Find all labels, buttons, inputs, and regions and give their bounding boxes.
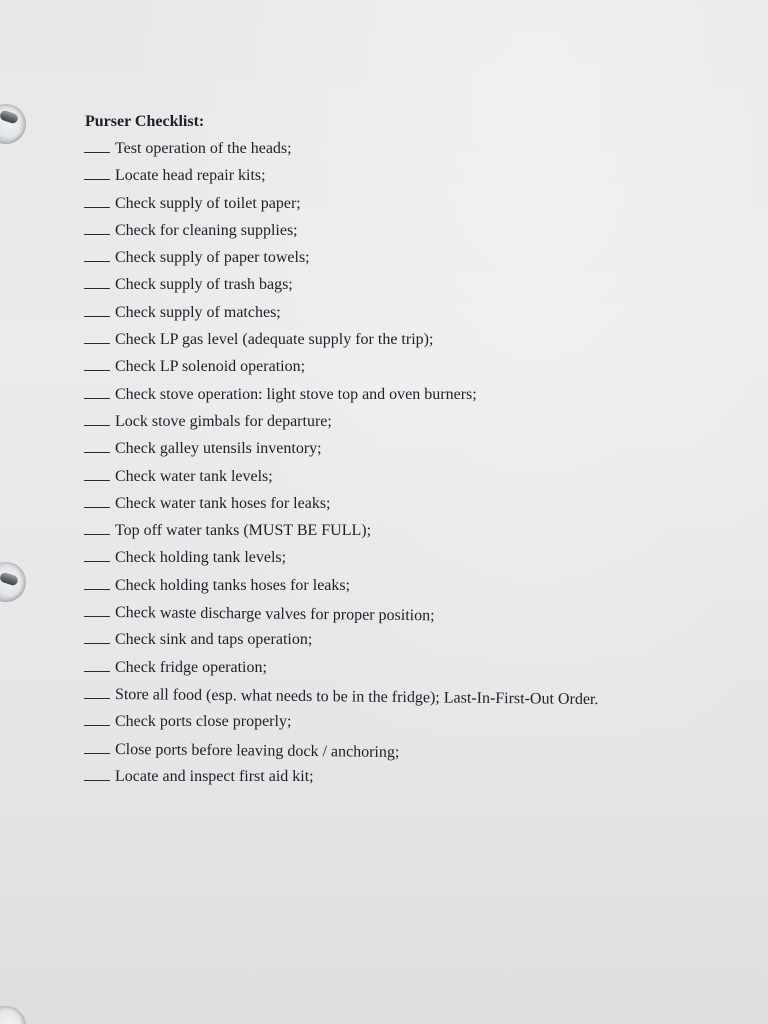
checkbox-blank[interactable] <box>84 304 110 317</box>
checklist-item <box>84 249 724 276</box>
checklist-item-label: Check holding tank levels; <box>115 549 287 567</box>
checklist-item-label: Locate and inspect first aid kit; <box>115 767 314 785</box>
checklist-item-label: Check waste discharge valves for proper position; <box>114 604 435 625</box>
checklist-item <box>84 358 724 385</box>
checklist-item <box>84 167 724 194</box>
checklist-item <box>84 304 724 331</box>
checklist-item-label: Check galley utensils inventory; <box>115 440 322 458</box>
checkbox-blank[interactable] <box>84 222 110 235</box>
checklist-item-label: Check fridge operation; <box>115 658 267 676</box>
checklist-item <box>84 741 724 768</box>
checkbox-blank[interactable] <box>84 468 110 481</box>
checklist-item-label: Store all food (esp. what needs to be in the fridge); Last-In-First-Out Order. <box>114 685 599 708</box>
checklist-item <box>84 140 724 167</box>
checklist-item-label: Locate head repair kits; <box>115 167 266 185</box>
checklist-item <box>84 331 724 358</box>
checklist-item-label: Check sink and taps operation; <box>115 631 313 649</box>
checkbox-blank[interactable] <box>84 358 110 371</box>
checkbox-blank[interactable] <box>84 140 110 153</box>
checklist-title: Purser Checklist: <box>85 113 205 130</box>
checklist-item <box>84 577 724 604</box>
checklist-item <box>84 604 724 631</box>
checklist-item <box>84 195 724 222</box>
checklist-item-label: Check supply of matches; <box>115 303 281 321</box>
checkbox-blank[interactable] <box>84 331 110 344</box>
checkbox-blank[interactable] <box>84 631 110 644</box>
checklist-item <box>84 522 724 549</box>
checklist-items <box>84 140 724 795</box>
checklist-item <box>84 222 724 249</box>
checklist-item <box>84 768 724 795</box>
checkbox-blank[interactable] <box>84 195 110 208</box>
checkbox-blank[interactable] <box>84 768 110 781</box>
checkbox-blank[interactable] <box>84 659 110 672</box>
checkbox-blank[interactable] <box>84 167 110 180</box>
checklist-item <box>84 495 724 522</box>
checklist-item-label: Check LP solenoid operation; <box>115 358 306 376</box>
checklist-item-label: Test operation of the heads; <box>115 140 292 157</box>
checkbox-blank[interactable] <box>84 522 110 535</box>
checklist-item-label: Lock stove gimbals for departure; <box>115 412 332 430</box>
checklist-item <box>84 549 724 576</box>
checkbox-blank[interactable] <box>84 577 110 590</box>
checkbox-blank[interactable] <box>84 276 110 289</box>
checklist-item-label: Check for cleaning supplies; <box>115 221 298 239</box>
checklist-item-label: Check supply of trash bags; <box>115 276 293 294</box>
checklist-item-label: Close ports before leaving dock / anchoring; <box>114 740 400 761</box>
checklist-item-label: Check holding tanks hoses for leaks; <box>115 576 351 594</box>
checkbox-blank[interactable] <box>84 549 110 562</box>
checklist-item-label: Top off water tanks (MUST BE FULL); <box>115 522 372 540</box>
checklist-item <box>84 440 724 467</box>
checklist-item-label: Check water tank levels; <box>115 467 273 485</box>
checkbox-blank[interactable] <box>84 604 110 617</box>
checklist-item <box>84 386 724 413</box>
checklist-item <box>84 631 724 658</box>
checklist-item <box>84 413 724 440</box>
binder-hole-bottom <box>0 1006 26 1024</box>
checklist-item-label: Check supply of paper towels; <box>115 249 310 267</box>
checklist-item <box>84 468 724 495</box>
checkbox-blank[interactable] <box>84 741 110 754</box>
checklist <box>84 112 724 795</box>
checkbox-blank[interactable] <box>84 686 110 699</box>
checkbox-blank[interactable] <box>84 249 110 262</box>
checklist-item-label: Check water tank hoses for leaks; <box>115 494 331 512</box>
checklist-item-label: Check LP gas level (adequate supply for the trip); <box>115 331 434 349</box>
checkbox-blank[interactable] <box>84 713 110 726</box>
checklist-item <box>84 713 724 740</box>
checkbox-blank[interactable] <box>84 495 110 508</box>
checklist-item <box>84 659 724 686</box>
checklist-item-label: Check ports close properly; <box>115 713 292 731</box>
checklist-item <box>84 686 724 713</box>
checkbox-blank[interactable] <box>84 440 110 453</box>
checklist-item <box>84 276 724 303</box>
checkbox-blank[interactable] <box>84 386 110 399</box>
checkbox-blank[interactable] <box>84 413 110 426</box>
checklist-item-label: Check supply of toilet paper; <box>115 194 301 212</box>
checklist-item-label: Check stove operation: light stove top and oven burners; <box>115 385 477 403</box>
